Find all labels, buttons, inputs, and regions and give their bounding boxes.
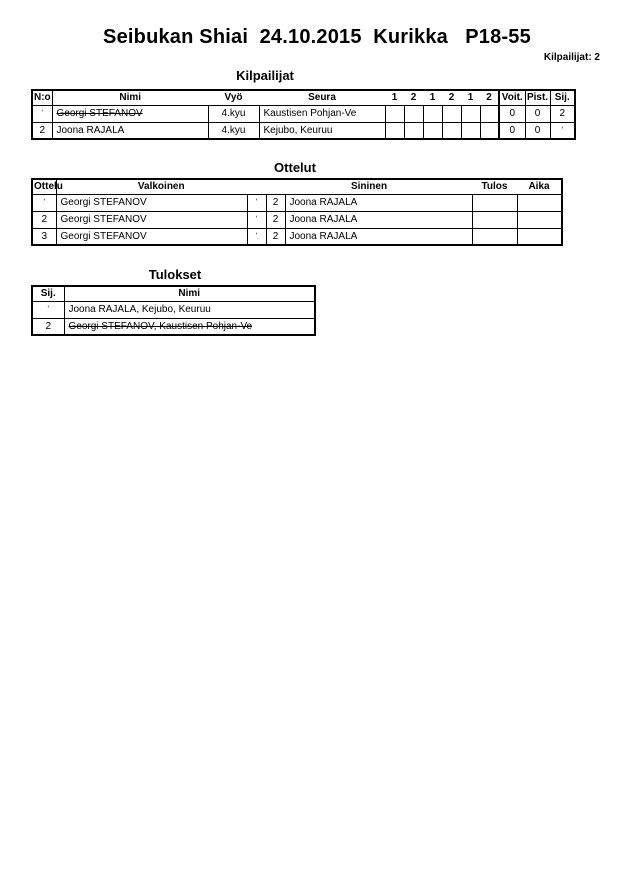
matches-header-row	[32, 179, 562, 194]
match-result	[472, 211, 517, 228]
results-heading: Tulokset	[148, 267, 202, 282]
score-cell	[404, 105, 423, 122]
score-cell	[385, 105, 404, 122]
col-header-round: 2	[480, 90, 499, 105]
col-header-round: 2	[404, 90, 423, 105]
score-cell	[423, 105, 442, 122]
match-result	[472, 194, 517, 211]
competitors-table	[31, 89, 576, 140]
competitor-place: ʼ	[550, 122, 575, 139]
col-header-points: Pist.	[525, 90, 550, 105]
results-header-row	[32, 286, 315, 301]
col-header-name: Nimi	[64, 286, 315, 301]
col-header-round: 1	[385, 90, 404, 105]
competitor-points: 0	[525, 122, 550, 139]
matches-heading: Ottelut	[274, 160, 316, 175]
competitors-heading: Kilpailijat	[236, 68, 294, 83]
competitor-wins: 0	[499, 122, 525, 139]
blue-competitor: Joona RAJALA	[285, 194, 472, 211]
col-header-place: Sij.	[32, 286, 64, 301]
white-competitor: Georgi STEFANOV	[56, 228, 247, 245]
col-header-belt: Vyö	[208, 90, 259, 105]
result-name: Georgi STEFANOV, Kaustisen Pohjan-Ve	[64, 318, 315, 335]
blue-number: 2	[266, 228, 285, 245]
blue-number: 2	[266, 194, 285, 211]
score-cell	[461, 122, 480, 139]
match-time	[517, 211, 562, 228]
col-header-round: 1	[423, 90, 442, 105]
competitor-belt: 4.kyu	[208, 122, 259, 139]
blue-number: 2	[266, 211, 285, 228]
match-time	[517, 228, 562, 245]
score-cell	[442, 105, 461, 122]
competitors-header-row	[32, 90, 575, 105]
match-number: ʼ	[32, 194, 56, 211]
results-table	[31, 285, 316, 336]
result-name: Joona RAJALA, Kejubo, Keuruu	[64, 301, 315, 318]
page-title: Seibukan Shiai 24.10.2015 Kurikka P18-55	[103, 26, 531, 48]
score-cell	[480, 122, 499, 139]
col-header-blue: Sininen	[266, 179, 472, 194]
score-cell	[442, 122, 461, 139]
score-cell	[385, 122, 404, 139]
col-header-wins: Voit.	[499, 90, 525, 105]
blue-competitor: Joona RAJALA	[285, 228, 472, 245]
table-row	[32, 228, 562, 245]
competitor-points: 0	[525, 105, 550, 122]
table-row	[32, 122, 575, 139]
col-header-round: 2	[442, 90, 461, 105]
white-competitor: Georgi STEFANOV	[56, 194, 247, 211]
white-number: ʼ	[247, 211, 266, 228]
score-cell	[423, 122, 442, 139]
col-header-club: Seura	[259, 90, 385, 105]
match-result	[472, 228, 517, 245]
col-header-round: 1	[461, 90, 480, 105]
match-number: 3	[32, 228, 56, 245]
competitor-number: ʼ	[32, 105, 52, 122]
score-cell	[480, 105, 499, 122]
col-header-match: Ottelu	[32, 179, 56, 194]
result-place: ʼ	[32, 301, 64, 318]
table-row	[32, 318, 315, 335]
white-number: ʼ	[247, 194, 266, 211]
white-number: ʼ	[247, 228, 266, 245]
competitor-belt: 4.kyu	[208, 105, 259, 122]
competitor-name: Joona RAJALA	[52, 122, 208, 139]
competitor-number: 2	[32, 122, 52, 139]
matches-table	[31, 178, 563, 246]
competitor-wins: 0	[499, 105, 525, 122]
col-header-time: Aika	[517, 179, 562, 194]
white-competitor: Georgi STEFANOV	[56, 211, 247, 228]
score-cell	[461, 105, 480, 122]
competitor-name: Georgi STEFANOV	[52, 105, 208, 122]
table-row	[32, 211, 562, 228]
col-header-white: Valkoinen	[56, 179, 266, 194]
col-header-result: Tulos	[472, 179, 517, 194]
result-place: 2	[32, 318, 64, 335]
match-time	[517, 194, 562, 211]
col-header-no: N:o	[32, 90, 52, 105]
col-header-place: Sij.	[550, 90, 575, 105]
competitor-club: Kaustisen Pohjan-Ve	[259, 105, 385, 122]
table-row	[32, 105, 575, 122]
match-number: 2	[32, 211, 56, 228]
competitor-club: Kejubo, Keuruu	[259, 122, 385, 139]
participant-count: Kilpailijat: 2	[543, 52, 600, 63]
competitor-place: 2	[550, 105, 575, 122]
col-header-name: Nimi	[52, 90, 208, 105]
table-row	[32, 194, 562, 211]
score-cell	[404, 122, 423, 139]
table-row	[32, 301, 315, 318]
blue-competitor: Joona RAJALA	[285, 211, 472, 228]
